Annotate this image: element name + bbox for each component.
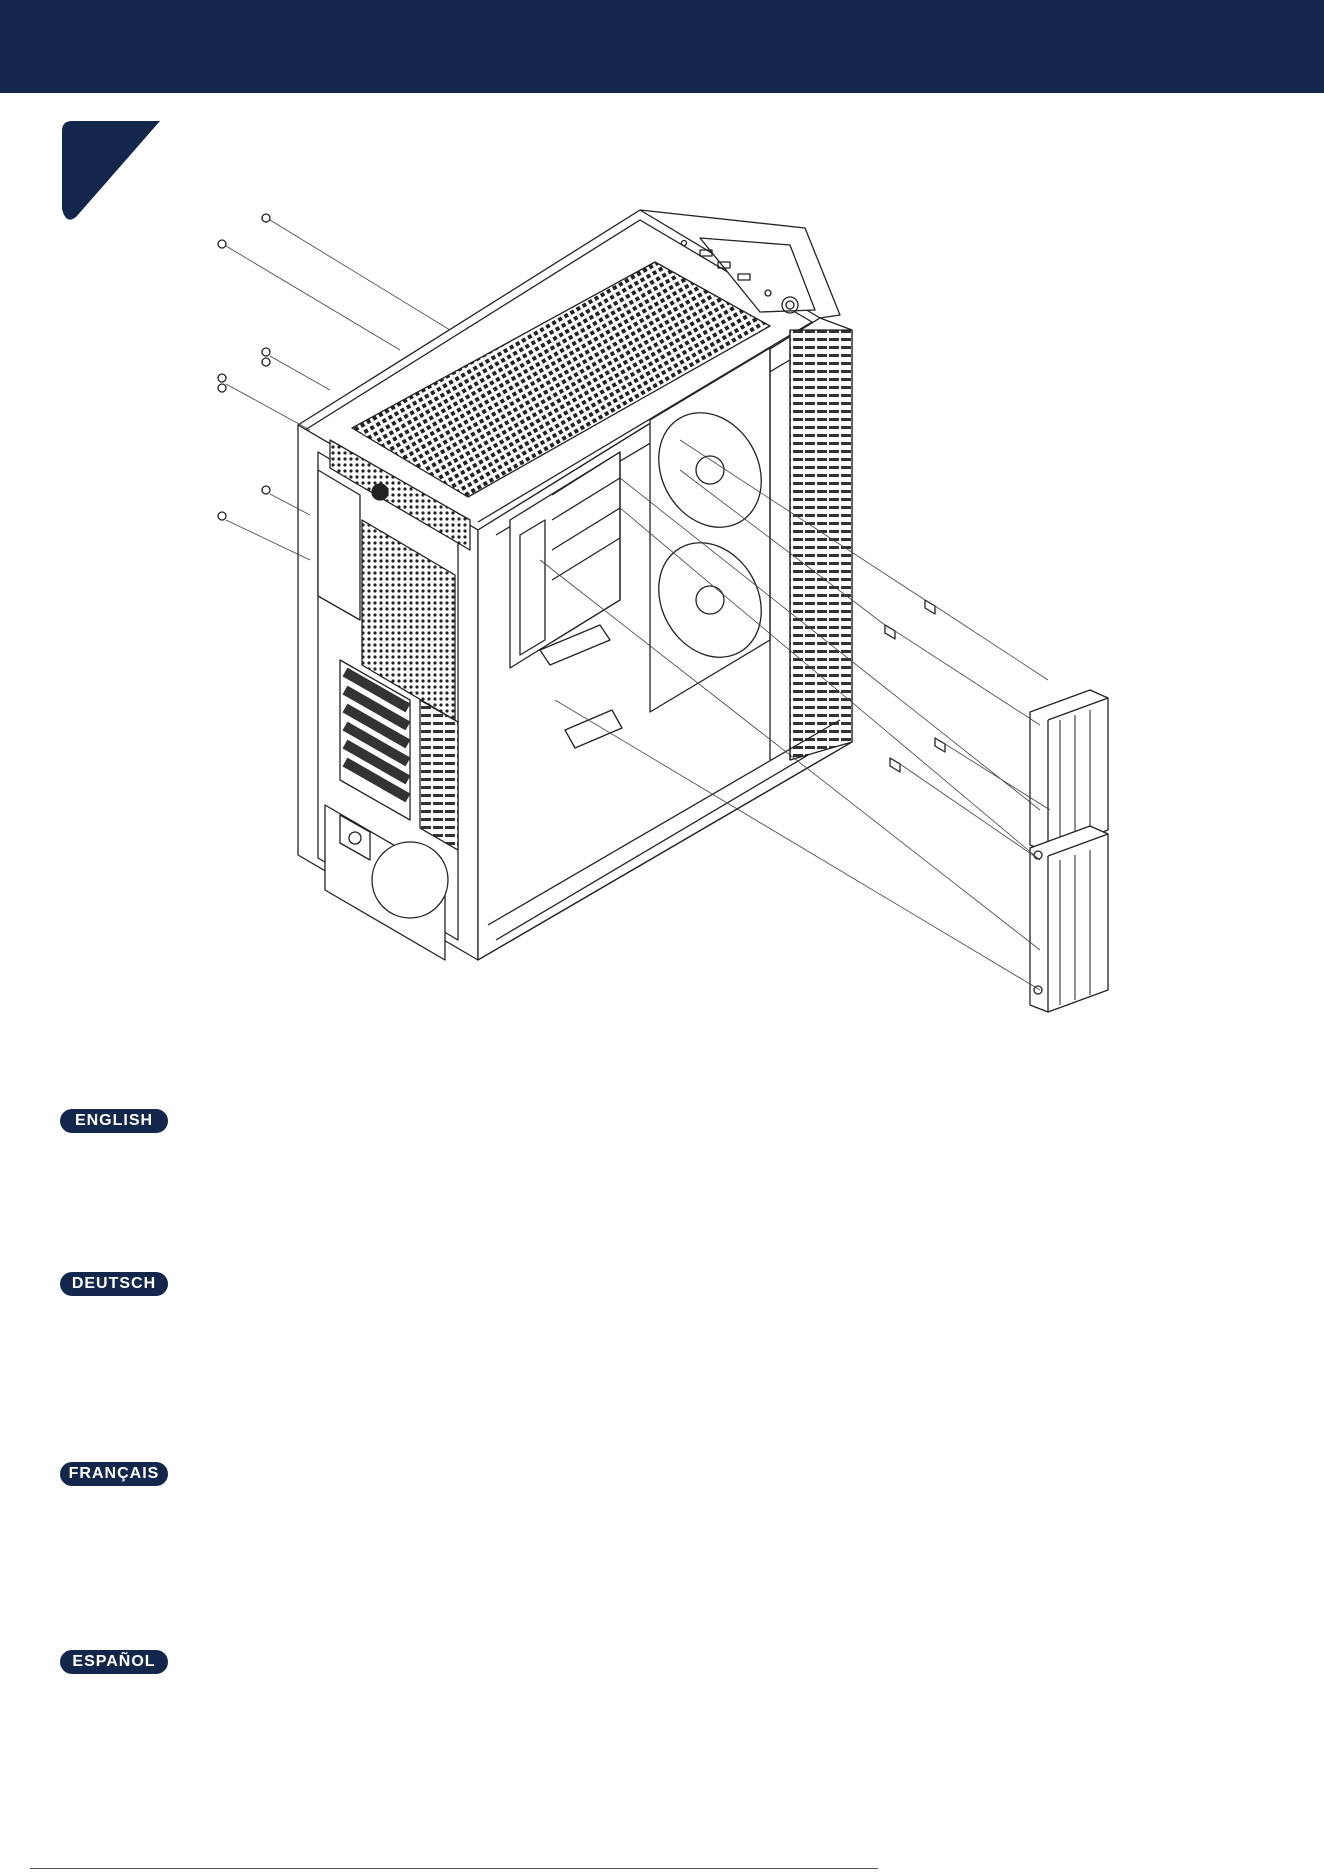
header-bar (0, 0, 1324, 93)
section-english (60, 1109, 1260, 1235)
section-text-english (60, 1145, 1260, 1235)
section-deutsch (60, 1272, 1260, 1398)
assembly-diagram (0, 190, 1324, 1040)
section-text-deutsch (60, 1308, 1260, 1398)
section-text-francais (60, 1498, 1260, 1588)
standoffs (885, 600, 945, 772)
language-label-francais: FRANÇAIS (60, 1462, 168, 1486)
section-text-espanol (60, 1686, 1260, 1776)
section-espanol (60, 1650, 1260, 1776)
section-francais (60, 1462, 1260, 1588)
language-label-english: ENGLISH (60, 1109, 168, 1133)
language-label-espanol: ESPAÑOL (60, 1650, 168, 1674)
bracket-assembly (1030, 690, 1108, 1012)
footer-rule (30, 1868, 878, 1869)
screws (218, 214, 270, 520)
language-label-deutsch: DEUTSCH (60, 1272, 168, 1296)
